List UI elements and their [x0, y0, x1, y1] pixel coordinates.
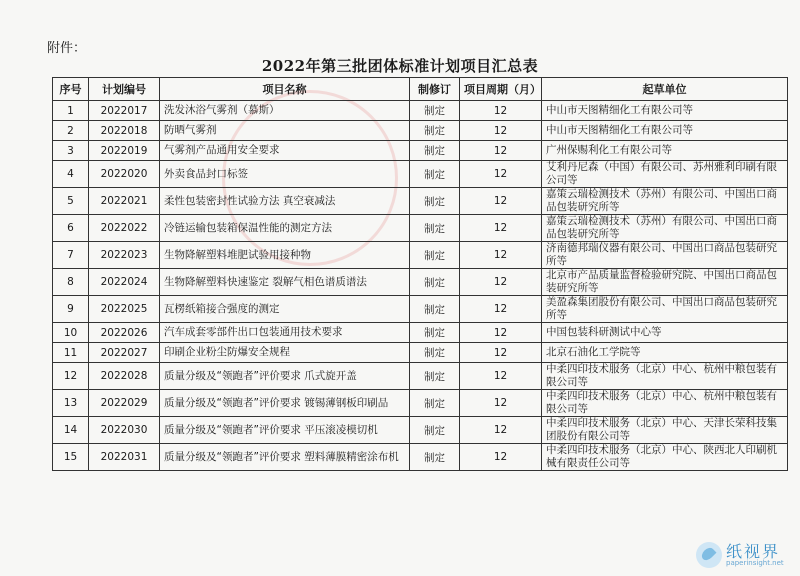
table-row — [53, 215, 788, 242]
table-row — [53, 188, 788, 215]
cell-plan-code: 2022026 — [89, 323, 160, 343]
cell-project-name: 柔性包装密封性试验方法 真空衰减法 — [160, 188, 410, 215]
cell-drafting-unit: 中柔四印技术服务（北京）中心、杭州中粮包装有限公司等 — [542, 363, 788, 390]
cell-type: 制定 — [410, 121, 460, 141]
cell-serial: 3 — [53, 141, 89, 161]
cell-period: 12 — [460, 269, 542, 296]
cell-period: 12 — [460, 215, 542, 242]
cell-drafting-unit: 美盈森集团股份有限公司、中国出口商品包装研究所等 — [542, 296, 788, 323]
header-plan-code: 计划编号 — [89, 78, 160, 101]
cell-type: 制定 — [410, 101, 460, 121]
cell-drafting-unit: 嘉策云瑞检测技术（苏州）有限公司、中国出口商品包装研究所等 — [542, 188, 788, 215]
cell-plan-code: 2022031 — [89, 444, 160, 471]
cell-drafting-unit: 中柔四印技术服务（北京）中心、杭州中粮包装有限公司等 — [542, 390, 788, 417]
table-body — [53, 101, 788, 471]
table-header-row — [53, 78, 788, 101]
cell-serial: 11 — [53, 343, 89, 363]
cell-serial: 8 — [53, 269, 89, 296]
cell-drafting-unit: 中柔四印技术服务（北京）中心、天津长荣科技集团股份有限公司等 — [542, 417, 788, 444]
cell-type: 制定 — [410, 363, 460, 390]
header-drafting-unit: 起草单位 — [542, 78, 788, 101]
cell-type: 制定 — [410, 343, 460, 363]
table-row — [53, 242, 788, 269]
cell-serial: 7 — [53, 242, 89, 269]
cell-drafting-unit: 北京市产品质量监督检验研究院、中国出口商品包装研究所等 — [542, 269, 788, 296]
cell-type: 制定 — [410, 444, 460, 471]
cell-project-name: 冷链运输包装箱保温性能的测定方法 — [160, 215, 410, 242]
cell-type: 制定 — [410, 215, 460, 242]
cell-period: 12 — [460, 363, 542, 390]
cell-period: 12 — [460, 188, 542, 215]
table-row — [53, 343, 788, 363]
cell-plan-code: 2022027 — [89, 343, 160, 363]
cell-period: 12 — [460, 296, 542, 323]
cell-project-name: 汽车成套零部件出口包装通用技术要求 — [160, 323, 410, 343]
cell-period: 12 — [460, 161, 542, 188]
cell-project-name: 外卖食品封口标签 — [160, 161, 410, 188]
cell-period: 12 — [460, 121, 542, 141]
cell-period: 12 — [460, 242, 542, 269]
cell-type: 制定 — [410, 269, 460, 296]
table-row — [53, 101, 788, 121]
cell-project-name: 瓦楞纸箱接合强度的测定 — [160, 296, 410, 323]
cell-period: 12 — [460, 323, 542, 343]
cell-project-name: 防晒气雾剂 — [160, 121, 410, 141]
table-row — [53, 141, 788, 161]
table-row — [53, 417, 788, 444]
cell-serial: 1 — [53, 101, 89, 121]
cell-period: 12 — [460, 444, 542, 471]
cell-serial: 2 — [53, 121, 89, 141]
header-serial: 序号 — [53, 78, 89, 101]
table-row — [53, 296, 788, 323]
project-table — [52, 77, 788, 471]
cell-drafting-unit: 济南德邦瑞仪器有限公司、中国出口商品包装研究所等 — [542, 242, 788, 269]
cell-project-name: 气雾剂产品通用安全要求 — [160, 141, 410, 161]
cell-type: 制定 — [410, 323, 460, 343]
cell-drafting-unit: 中山市天图精细化工有限公司等 — [542, 101, 788, 121]
cell-project-name: 质量分级及“领跑者”评价要求 塑料薄膜精密涂布机 — [160, 444, 410, 471]
cell-drafting-unit: 艾利丹尼森（中国）有限公司、苏州雅利印刷有限公司等 — [542, 161, 788, 188]
cell-drafting-unit: 中柔四印技术服务（北京）中心、陕西北人印刷机械有限责任公司等 — [542, 444, 788, 471]
cell-project-name: 生物降解塑料快速鉴定 裂解气相色谱质谱法 — [160, 269, 410, 296]
cell-type: 制定 — [410, 161, 460, 188]
cell-serial: 10 — [53, 323, 89, 343]
cell-serial: 14 — [53, 417, 89, 444]
cell-serial: 6 — [53, 215, 89, 242]
header-type: 制修订 — [410, 78, 460, 101]
watermark — [696, 542, 784, 568]
table-row — [53, 363, 788, 390]
table-row — [53, 444, 788, 471]
cell-plan-code: 2022017 — [89, 101, 160, 121]
cell-drafting-unit: 北京石油化工学院等 — [542, 343, 788, 363]
cell-plan-code: 2022019 — [89, 141, 160, 161]
cell-project-name: 印刷企业粉尘防爆安全规程 — [160, 343, 410, 363]
cell-project-name: 洗发沐浴气雾剂（慕斯） — [160, 101, 410, 121]
watermark-logo-icon — [696, 542, 722, 568]
cell-drafting-unit: 嘉策云瑞检测技术（苏州）有限公司、中国出口商品包装研究所等 — [542, 215, 788, 242]
cell-plan-code: 2022022 — [89, 215, 160, 242]
document-title: 2022年第三批团体标准计划项目汇总表 — [261, 57, 539, 75]
cell-type: 制定 — [410, 242, 460, 269]
header-period: 项目周期（月） — [460, 78, 542, 101]
cell-period: 12 — [460, 101, 542, 121]
table-row — [53, 121, 788, 141]
cell-period: 12 — [460, 417, 542, 444]
cell-type: 制定 — [410, 417, 460, 444]
cell-drafting-unit: 中山市天图精细化工有限公司等 — [542, 121, 788, 141]
cell-plan-code: 2022024 — [89, 269, 160, 296]
cell-drafting-unit: 广州保赐利化工有限公司等 — [542, 141, 788, 161]
watermark-text: 纸视界 — [726, 541, 781, 561]
table-row — [53, 323, 788, 343]
cell-type: 制定 — [410, 390, 460, 417]
cell-serial: 9 — [53, 296, 89, 323]
cell-serial: 4 — [53, 161, 89, 188]
cell-serial: 5 — [53, 188, 89, 215]
cell-serial: 15 — [53, 444, 89, 471]
watermark-url: paperinsight.net — [726, 558, 784, 567]
cell-period: 12 — [460, 390, 542, 417]
cell-project-name: 质量分级及“领跑者”评价要求 爪式旋开盖 — [160, 363, 410, 390]
table-row — [53, 269, 788, 296]
table-row — [53, 161, 788, 188]
cell-plan-code: 2022023 — [89, 242, 160, 269]
cell-plan-code: 2022029 — [89, 390, 160, 417]
cell-project-name: 生物降解塑料堆肥试验用接种物 — [160, 242, 410, 269]
cell-plan-code: 2022020 — [89, 161, 160, 188]
cell-period: 12 — [460, 343, 542, 363]
cell-plan-code: 2022025 — [89, 296, 160, 323]
cell-type: 制定 — [410, 296, 460, 323]
cell-plan-code: 2022028 — [89, 363, 160, 390]
cell-plan-code: 2022018 — [89, 121, 160, 141]
header-project-name: 项目名称 — [160, 78, 410, 101]
table-row — [53, 390, 788, 417]
cell-project-name: 质量分级及“领跑者”评价要求 平压滚凌模切机 — [160, 417, 410, 444]
cell-plan-code: 2022021 — [89, 188, 160, 215]
cell-serial: 13 — [53, 390, 89, 417]
cell-period: 12 — [460, 141, 542, 161]
cell-type: 制定 — [410, 188, 460, 215]
attachment-label: 附件： — [47, 41, 87, 56]
cell-serial: 12 — [53, 363, 89, 390]
cell-drafting-unit: 中国包装科研测试中心等 — [542, 323, 788, 343]
cell-type: 制定 — [410, 141, 460, 161]
cell-plan-code: 2022030 — [89, 417, 160, 444]
cell-project-name: 质量分级及“领跑者”评价要求 镀锡薄钢板印刷品 — [160, 390, 410, 417]
